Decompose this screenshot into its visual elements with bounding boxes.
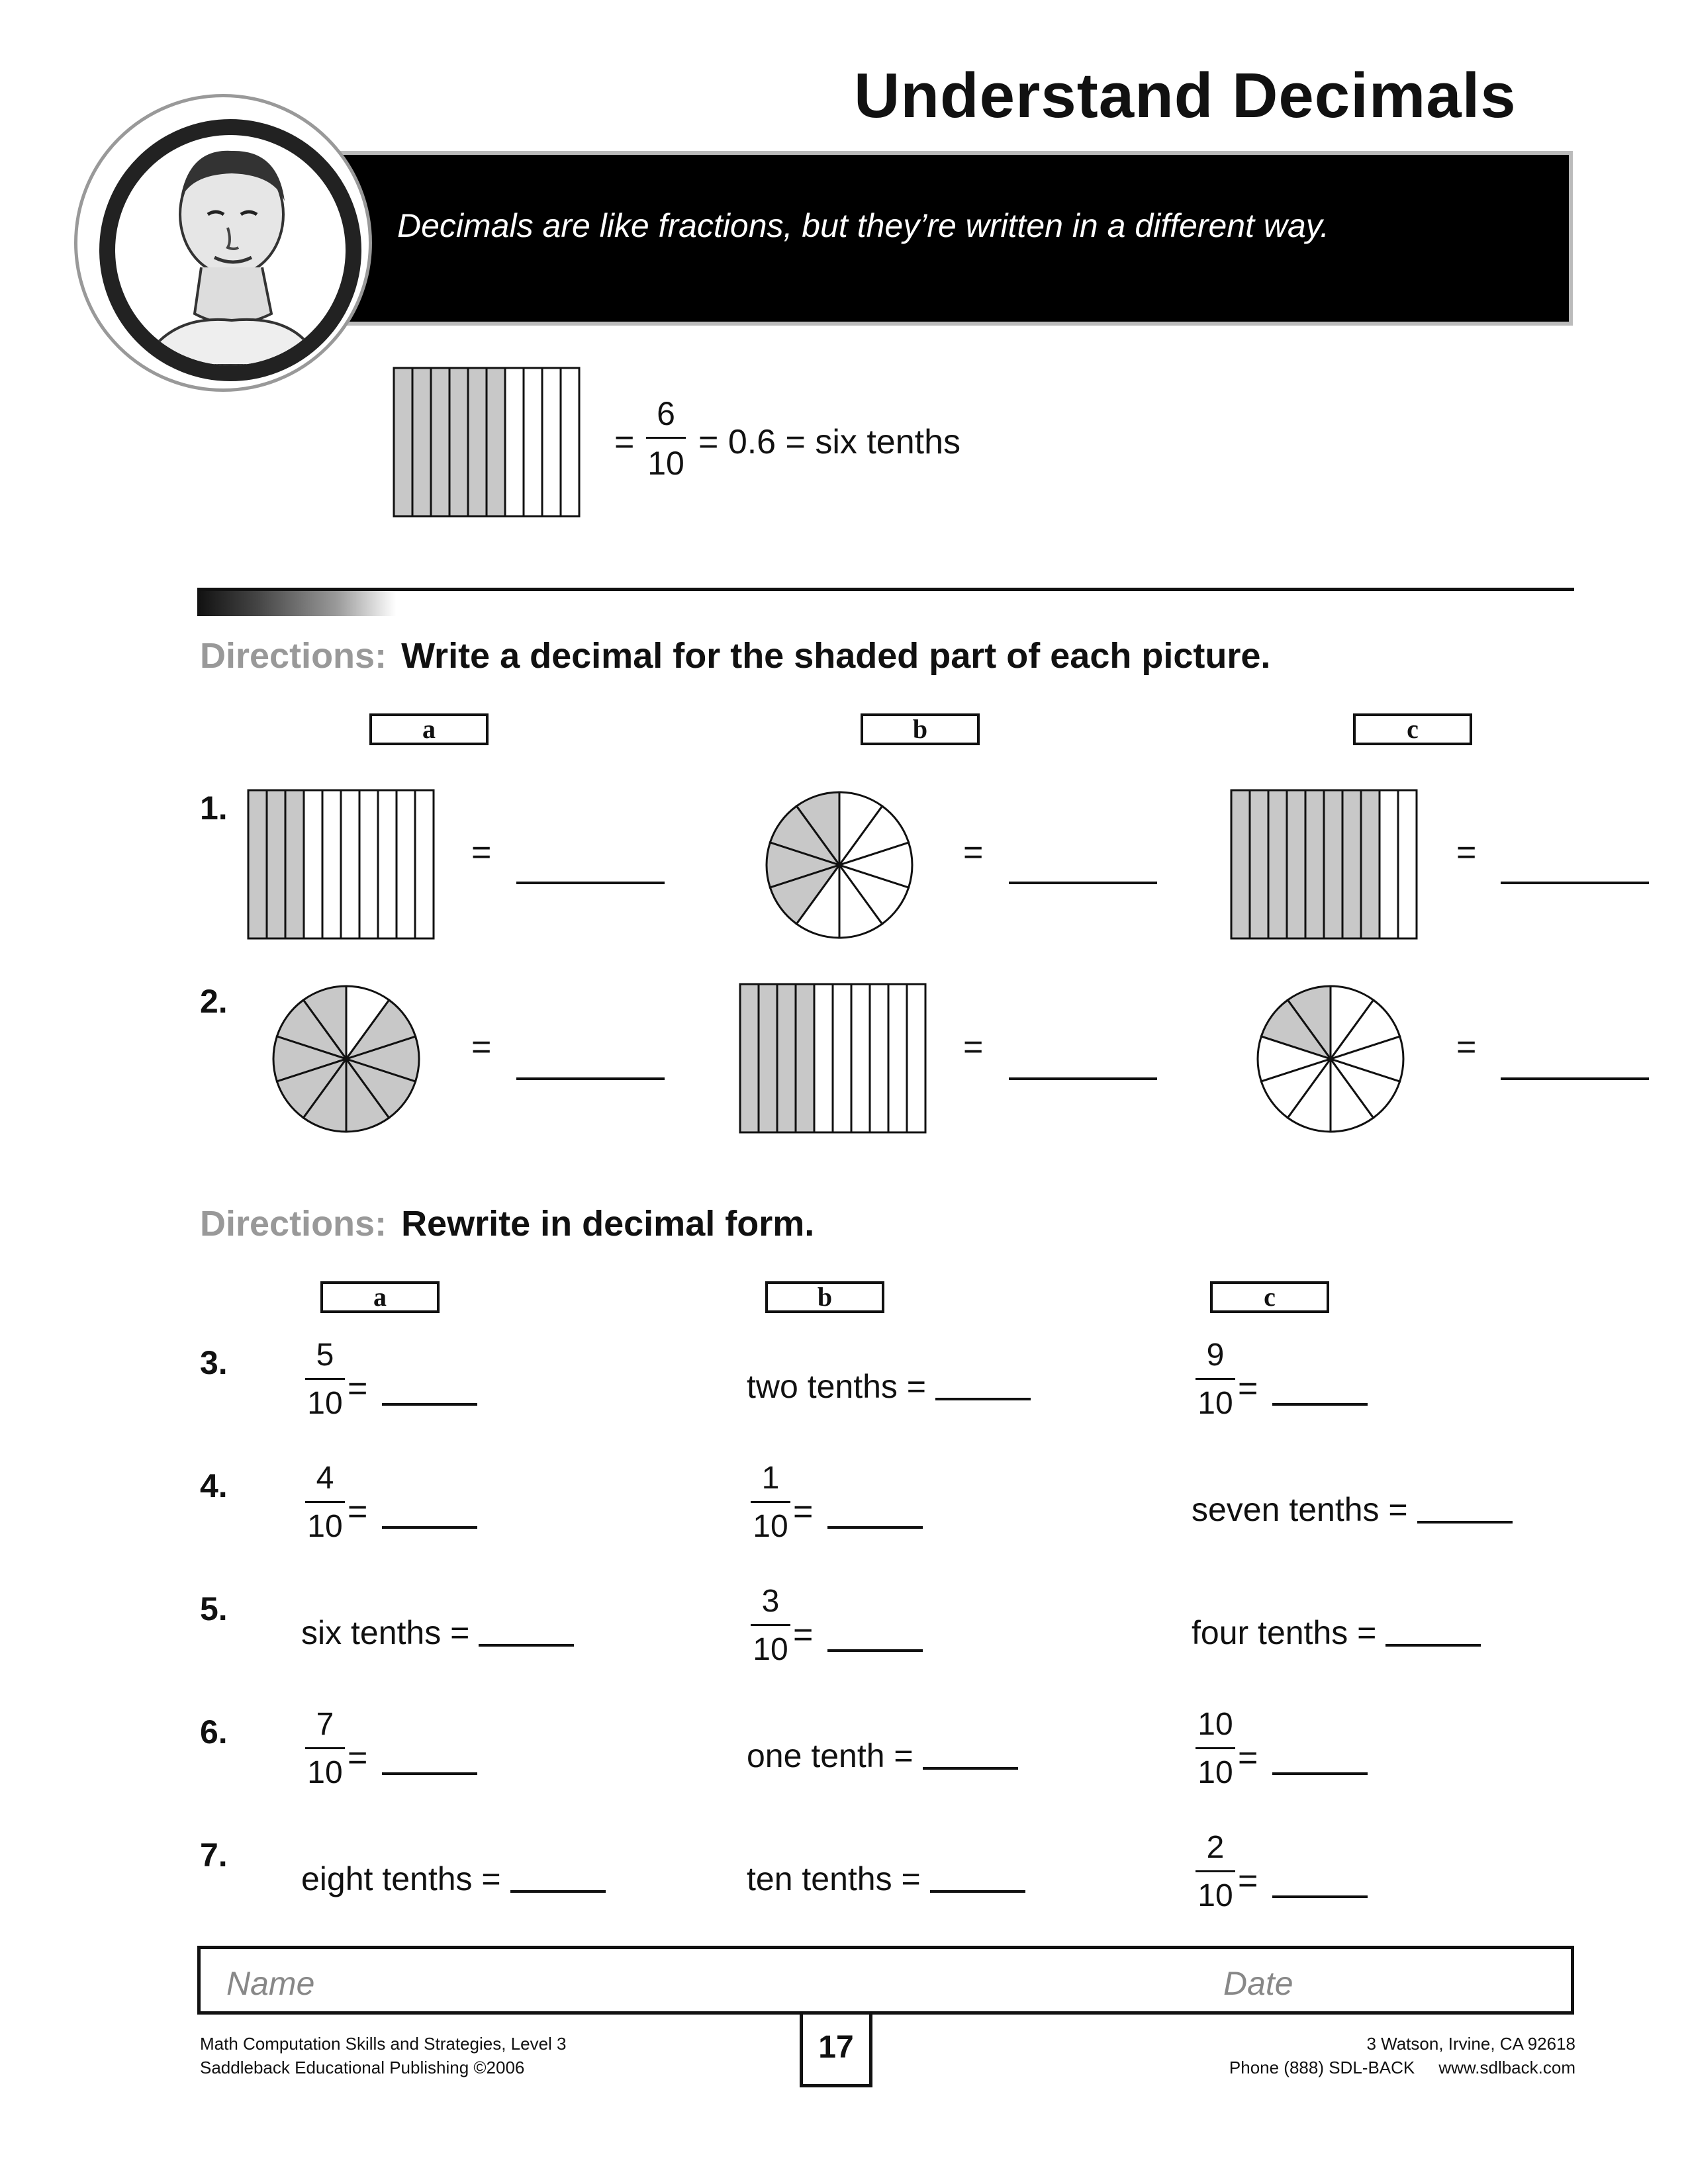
directions-label: Directions: bbox=[200, 636, 387, 676]
shaded-bar bbox=[740, 984, 925, 1132]
fraction-denominator: 10 bbox=[1197, 1878, 1233, 1913]
shaded-tenth bbox=[248, 790, 267, 938]
shaded-bar bbox=[248, 790, 434, 938]
fraction bbox=[1192, 1832, 1239, 1912]
unshaded-tenth bbox=[341, 790, 359, 938]
fraction-numerator: 6 bbox=[657, 395, 675, 432]
fraction-denominator: 10 bbox=[1197, 1386, 1233, 1421]
shaded-tenth bbox=[1324, 790, 1342, 938]
shaded-tenth bbox=[796, 984, 814, 1132]
fraction-denominator: 10 bbox=[647, 445, 684, 482]
fraction-bar bbox=[646, 437, 686, 439]
answer-blank[interactable] bbox=[382, 1403, 477, 1406]
word-problem bbox=[1192, 1490, 1513, 1529]
shaded-tenth bbox=[1250, 790, 1268, 938]
unshaded-tenth bbox=[359, 790, 378, 938]
shaded-bar bbox=[1231, 790, 1417, 938]
word-expression: ten tenths = bbox=[747, 1860, 921, 1897]
unshaded-tenth bbox=[524, 368, 542, 516]
answer-blank[interactable] bbox=[1385, 1644, 1481, 1647]
unshaded-tenth bbox=[561, 368, 579, 516]
word-problem bbox=[301, 1860, 606, 1898]
problem-number: 6. bbox=[200, 1713, 228, 1751]
problem-number: 2. bbox=[200, 983, 228, 1020]
problem-number: 3. bbox=[200, 1344, 228, 1381]
unshaded-tenth bbox=[542, 368, 561, 516]
answer-blank[interactable] bbox=[382, 1526, 477, 1529]
unshaded-tenth bbox=[907, 984, 925, 1132]
answer-blank[interactable] bbox=[827, 1649, 923, 1652]
answer-blank[interactable] bbox=[516, 882, 665, 884]
equals-sign: = bbox=[348, 1492, 368, 1531]
shaded-tenth bbox=[740, 984, 759, 1132]
fraction-bar bbox=[751, 1501, 790, 1503]
shaded-tenth bbox=[412, 368, 431, 516]
fraction-denominator: 10 bbox=[307, 1509, 343, 1544]
fraction-bar bbox=[305, 1747, 345, 1749]
word-problem bbox=[747, 1367, 1031, 1406]
equals-sign: = bbox=[348, 1739, 368, 1777]
fraction bbox=[301, 1340, 349, 1420]
avatar bbox=[99, 119, 361, 381]
section-divider bbox=[197, 588, 1574, 591]
fraction-denominator: 10 bbox=[753, 1632, 788, 1667]
answer-blank[interactable] bbox=[516, 1077, 665, 1080]
fraction-denominator: 10 bbox=[307, 1755, 343, 1790]
shaded-tenth bbox=[431, 368, 449, 516]
shaded-tenth bbox=[394, 368, 412, 516]
shaded-tenth bbox=[1342, 790, 1361, 938]
word-problem bbox=[301, 1614, 574, 1652]
fraction-bar bbox=[1196, 1747, 1235, 1749]
column-label-b: b bbox=[765, 1281, 884, 1313]
problem-number: 4. bbox=[200, 1467, 228, 1504]
unshaded-tenth bbox=[814, 984, 833, 1132]
unshaded-tenth bbox=[851, 984, 870, 1132]
word-expression: four tenths = bbox=[1192, 1614, 1377, 1651]
directions-text: Rewrite in decimal form. bbox=[401, 1204, 815, 1244]
column-label-c: c bbox=[1353, 713, 1472, 745]
fraction bbox=[747, 1463, 794, 1543]
answer-blank[interactable] bbox=[930, 1890, 1025, 1893]
answer-blank[interactable] bbox=[1272, 1772, 1368, 1775]
fraction-denominator: 10 bbox=[307, 1386, 343, 1421]
fraction bbox=[301, 1709, 349, 1789]
footer-contact: Phone (888) SDL-BACK www.sdlback.com bbox=[1229, 2058, 1575, 2077]
answer-blank[interactable] bbox=[1417, 1521, 1513, 1524]
answer-blank[interactable] bbox=[935, 1398, 1031, 1400]
unshaded-tenth bbox=[833, 984, 851, 1132]
directions-1 bbox=[200, 635, 1270, 676]
unshaded-tenth bbox=[415, 790, 434, 938]
shaded-circle bbox=[271, 984, 421, 1134]
shaded-tenth bbox=[1361, 790, 1380, 938]
column-label-a: a bbox=[320, 1281, 440, 1313]
fraction-bar bbox=[305, 1501, 345, 1503]
example-tenths-bar bbox=[394, 368, 579, 516]
shaded-tenth bbox=[285, 790, 304, 938]
page-number: 17 bbox=[800, 2015, 872, 2087]
problem-number: 5. bbox=[200, 1590, 228, 1627]
answer-blank[interactable] bbox=[479, 1644, 574, 1647]
directions-text: Write a decimal for the shaded part of each picture. bbox=[401, 636, 1271, 676]
equals-sign: = bbox=[471, 833, 492, 872]
fraction-bar bbox=[751, 1624, 790, 1626]
unshaded-tenth bbox=[304, 790, 322, 938]
unshaded-tenth bbox=[1398, 790, 1417, 938]
intro-text: Decimals are like fractions, but they’re written in a different way. bbox=[397, 207, 1329, 244]
fraction-bar bbox=[1196, 1378, 1235, 1380]
shaded-tenth bbox=[777, 984, 796, 1132]
equals-sign: = bbox=[348, 1369, 368, 1408]
fraction-bar bbox=[1196, 1870, 1235, 1872]
column-label-b: b bbox=[861, 713, 980, 745]
fraction-numerator: 2 bbox=[1206, 1830, 1225, 1865]
fraction-numerator: 4 bbox=[316, 1461, 334, 1496]
column-label-a: a bbox=[369, 713, 489, 745]
name-date-box bbox=[197, 1946, 1574, 2015]
word-expression: eight tenths = bbox=[301, 1860, 501, 1897]
answer-blank[interactable] bbox=[923, 1767, 1018, 1770]
shaded-tenth bbox=[449, 368, 468, 516]
equals-sign: = bbox=[963, 833, 984, 872]
unshaded-tenth bbox=[322, 790, 341, 938]
unshaded-tenth bbox=[505, 368, 524, 516]
answer-blank[interactable] bbox=[1501, 882, 1649, 884]
fraction-numerator: 3 bbox=[761, 1584, 780, 1619]
person-illustration-icon bbox=[115, 135, 346, 365]
shaded-tenth bbox=[468, 368, 487, 516]
equals-sign: = bbox=[1456, 1028, 1477, 1066]
answer-blank[interactable] bbox=[1009, 882, 1157, 884]
example-equals: = bbox=[614, 423, 635, 461]
footer-address: 3 Watson, Irvine, CA 92618 bbox=[1366, 2034, 1575, 2054]
shaded-tenth bbox=[1231, 790, 1250, 938]
shaded-tenth bbox=[487, 368, 505, 516]
answer-blank[interactable] bbox=[1272, 1895, 1368, 1898]
answer-blank[interactable] bbox=[1272, 1403, 1368, 1406]
shaded-tenth bbox=[267, 790, 285, 938]
shaded-tenth bbox=[1287, 790, 1305, 938]
word-problem bbox=[747, 1737, 1018, 1775]
fraction-numerator: 9 bbox=[1206, 1338, 1225, 1373]
date-label: Date bbox=[1223, 1965, 1293, 2002]
shaded-tenth bbox=[1305, 790, 1324, 938]
footer-book-title: Math Computation Skills and Strategies, Level 3 bbox=[200, 2034, 567, 2054]
example-fraction bbox=[642, 397, 690, 480]
answer-blank[interactable] bbox=[1501, 1077, 1649, 1080]
page-title: Understand Decimals bbox=[854, 60, 1517, 131]
answer-blank[interactable] bbox=[510, 1890, 606, 1893]
unshaded-tenth bbox=[1380, 790, 1398, 938]
equals-sign: = bbox=[793, 1492, 814, 1531]
fraction-bar bbox=[305, 1378, 345, 1380]
word-problem bbox=[747, 1860, 1025, 1898]
shaded-circle bbox=[765, 790, 914, 940]
footer-right bbox=[1229, 2032, 1575, 2079]
fraction-numerator: 7 bbox=[316, 1707, 334, 1742]
fraction-numerator: 10 bbox=[1197, 1707, 1233, 1742]
unshaded-tenth bbox=[888, 984, 907, 1132]
fraction-numerator: 5 bbox=[316, 1338, 334, 1373]
shaded-circle bbox=[1256, 984, 1405, 1134]
word-expression: one tenth = bbox=[747, 1737, 914, 1774]
fraction bbox=[301, 1463, 349, 1543]
word-expression: two tenths = bbox=[747, 1368, 926, 1405]
footer-left bbox=[200, 2032, 567, 2079]
problem-number: 7. bbox=[200, 1837, 228, 1874]
directions-2 bbox=[200, 1203, 814, 1244]
answer-blank[interactable] bbox=[827, 1526, 923, 1529]
fraction-numerator: 1 bbox=[761, 1461, 780, 1496]
fraction-denominator: 10 bbox=[753, 1509, 788, 1544]
fraction bbox=[747, 1586, 794, 1666]
unshaded-tenth bbox=[397, 790, 415, 938]
answer-blank[interactable] bbox=[382, 1772, 477, 1775]
word-problem bbox=[1192, 1614, 1481, 1652]
shaded-tenth bbox=[1268, 790, 1287, 938]
shaded-tenth bbox=[759, 984, 777, 1132]
unshaded-tenth bbox=[870, 984, 888, 1132]
fraction bbox=[1192, 1340, 1239, 1420]
equals-sign: = bbox=[471, 1028, 492, 1066]
example-equation: = 0.6 = six tenths bbox=[698, 423, 961, 461]
equals-sign: = bbox=[1238, 1739, 1258, 1777]
equals-sign: = bbox=[1238, 1369, 1258, 1408]
equals-sign: = bbox=[1238, 1862, 1258, 1900]
equals-sign: = bbox=[1456, 833, 1477, 872]
divider-gradient bbox=[197, 591, 396, 616]
problem-number: 1. bbox=[200, 790, 228, 827]
directions-label: Directions: bbox=[200, 1204, 387, 1244]
unshaded-tenth bbox=[378, 790, 397, 938]
fraction bbox=[1192, 1709, 1239, 1789]
footer-publisher: Saddleback Educational Publishing ©2006 bbox=[200, 2058, 525, 2077]
equals-sign: = bbox=[963, 1028, 984, 1066]
answer-blank[interactable] bbox=[1009, 1077, 1157, 1080]
word-expression: seven tenths = bbox=[1192, 1491, 1408, 1528]
word-expression: six tenths = bbox=[301, 1614, 470, 1651]
fraction-denominator: 10 bbox=[1197, 1755, 1233, 1790]
column-label-c: c bbox=[1210, 1281, 1329, 1313]
name-label: Name bbox=[226, 1965, 315, 2002]
equals-sign: = bbox=[793, 1615, 814, 1654]
